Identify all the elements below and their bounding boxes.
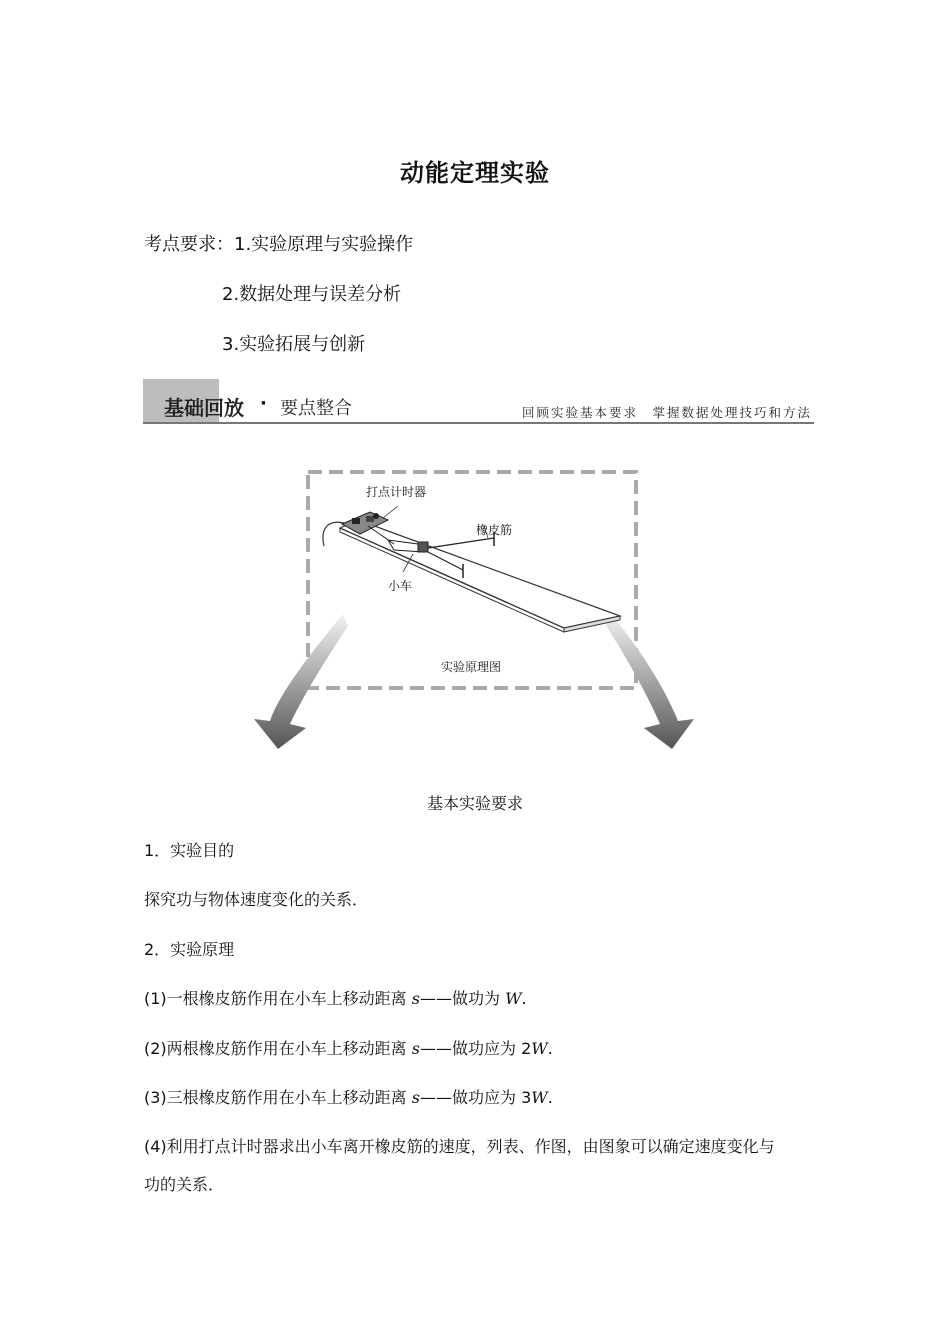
principle-item: (4)利用打点计时器求出小车离开橡皮筋的速度，列表、作图，由图象可以确定速度变化与 (144, 1137, 775, 1156)
cart-label: 小车 (388, 579, 413, 593)
right-curved-arrow-icon (606, 614, 694, 749)
section-banner (143, 379, 814, 425)
principle-item: (1)一根橡皮筋作用在小车上移动距离 s——做功为 W. (144, 989, 527, 1008)
banner-title: 基础回放 (164, 396, 244, 420)
figure-caption: 基本实验要求 (426, 794, 523, 813)
rubber-band-label: 橡皮筋 (476, 523, 513, 537)
principle-item: (2)两根橡皮筋作用在小车上移动距离 s——做功应为 2W. (144, 1039, 553, 1058)
requirement-item: 1.实验原理与实验操作 (234, 234, 414, 255)
requirement-item: 2.数据处理与误差分析 (222, 284, 402, 305)
paragraph: 探究功与物体速度变化的关系． (144, 890, 369, 909)
left-curved-arrow-icon (254, 614, 348, 749)
figure-inner-caption: 实验原理图 (441, 660, 502, 674)
principle-item-continued: 功的关系． (144, 1175, 225, 1194)
experiment-diagram (248, 466, 708, 756)
banner-rule (143, 422, 814, 424)
requirement-item: 3.实验拓展与创新 (222, 334, 366, 355)
page-title: 动能定理实验 (400, 159, 550, 187)
banner-tagline: 回顾实验基本要求 掌握数据处理技巧和方法 (521, 405, 812, 420)
banner-dot: · (260, 393, 267, 414)
rubber-band (428, 538, 494, 548)
timer-label: 打点计时器 (366, 485, 427, 499)
section-heading: 1．实验目的 (144, 841, 235, 860)
section-heading: 2．实验原理 (144, 940, 235, 959)
requirements-label: 考点要求： (144, 234, 234, 255)
requirements-line-1 (144, 230, 413, 256)
principle-item: (3)三根橡皮筋作用在小车上移动距离 s——做功应为 3W. (144, 1088, 553, 1107)
banner-subtitle: 要点整合 (280, 398, 352, 419)
